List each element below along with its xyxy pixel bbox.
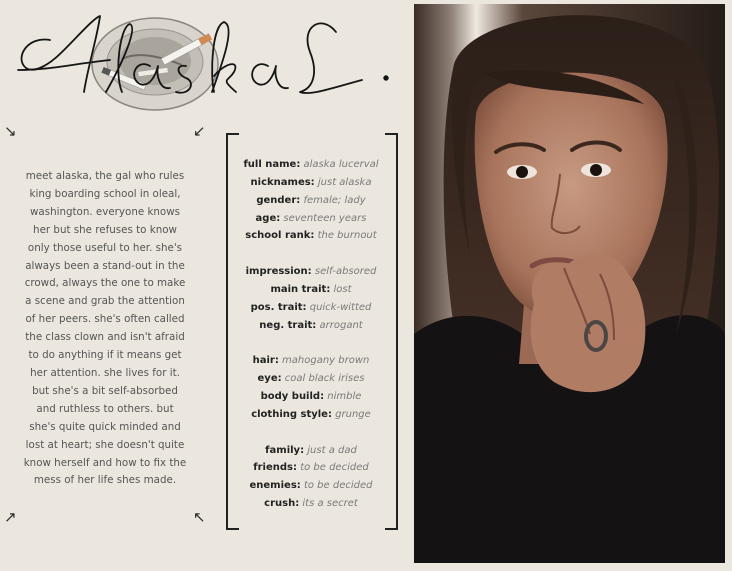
info-row-eye: eye: coal black irises xyxy=(257,373,365,385)
biography-text: meet alaska, the gal who rules king boarding school in oleal, washington. everyone knows her but she refuses to know only those useful to her. she's always been a stand-out in the crowd, always the one to make a scene and grab the attention of her peers. she's often called the class clown and isn't afraid to do anything if it means get her attention. she lives for it. but she's a bit self-absorbed and ruthless to others. but she's quite quick minded and lost at heart; she doesn't quite know herself and how to fix the mess of her life shes made. xyxy=(23,170,187,487)
info-row-age: age: seventeen years xyxy=(255,212,367,224)
header-signature xyxy=(10,4,402,116)
info-row-neg-trait: neg. trait: arrogant xyxy=(259,319,363,331)
info-row-nicknames: nicknames: just alaska xyxy=(250,176,372,188)
info-row-clothing-style: clothing style: grunge xyxy=(251,408,371,420)
character-info xyxy=(238,156,384,513)
info-row-enemies: enemies: to be decided xyxy=(249,480,373,492)
arrow-up-left-icon: ↖ xyxy=(193,508,206,526)
arrow-down-left-icon: ↙ xyxy=(193,122,206,140)
info-row-pos-trait: pos. trait: quick-witted xyxy=(250,301,372,313)
spacer xyxy=(238,334,384,352)
portrait-illustration xyxy=(414,4,725,563)
info-row-full-name: full name: alaska lucerval xyxy=(243,159,379,170)
info-row-body-build: body build: nimble xyxy=(260,390,362,402)
arrow-down-right-icon: ↘ xyxy=(4,122,17,140)
info-row-friends: friends: to be decided xyxy=(253,462,369,474)
spacer xyxy=(238,424,384,442)
info-row-hair: hair: mahogany brown xyxy=(252,355,370,367)
spacer xyxy=(238,245,384,263)
info-row-impression: impression: self-absored xyxy=(245,266,377,278)
arrow-up-right-icon: ↗ xyxy=(4,508,17,526)
portrait-photo xyxy=(414,4,725,563)
info-row-main-trait: main trait: lost xyxy=(270,283,352,295)
right-bracket xyxy=(385,133,398,530)
signature-script xyxy=(10,4,402,116)
info-row-school-rank: school rank: the burnout xyxy=(245,230,377,242)
info-row-gender: gender: female; lady xyxy=(256,194,366,206)
info-row-family: family: just a dad xyxy=(265,444,357,456)
info-row-crush: crush: its a secret xyxy=(264,498,358,510)
